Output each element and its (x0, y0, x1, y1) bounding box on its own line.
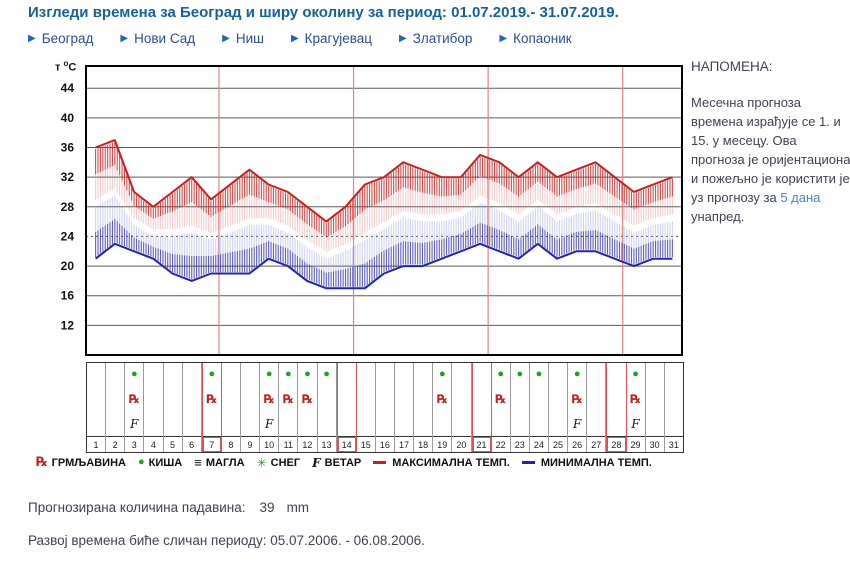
slot-rain (395, 363, 413, 385)
slot-rain (164, 363, 182, 385)
legend-item-МАКСИМАЛНА ТЕМП. (373, 457, 510, 469)
slot-thunder (376, 385, 394, 412)
slot-thunder (279, 385, 297, 412)
y-tick-label-44: 44 (60, 81, 74, 96)
day-column-11 (279, 363, 298, 452)
day-number: 8 (222, 436, 240, 452)
nav-arrow-icon: ▶ (290, 32, 299, 44)
slot-rain (452, 363, 470, 385)
day-number: 4 (144, 436, 162, 452)
slot-thunder (530, 385, 548, 412)
slot-wind (318, 412, 336, 436)
day-number: 31 (665, 436, 683, 452)
rain-icon: ● (304, 367, 311, 380)
day-icon-area (549, 363, 567, 436)
slot-rain (492, 363, 510, 385)
slot-rain (646, 363, 664, 385)
rain-icon: ● (516, 367, 524, 380)
day-column-21 (472, 363, 492, 452)
day-icon-area (376, 363, 394, 436)
day-column-16 (376, 363, 395, 452)
nav-city-Крагујевац[interactable] (291, 31, 372, 46)
similar-period-value: 05.07.2006. - 06.08.2006. (270, 533, 425, 548)
legend-label: СНЕГ (270, 456, 301, 469)
day-number: 15 (357, 436, 375, 452)
day-number: 9 (241, 436, 259, 452)
legend-item-ВЕТАР (312, 457, 361, 469)
y-tick-label-24: 24 (60, 229, 74, 244)
thunderstorm-icon: ℞ (630, 391, 641, 406)
day-icon-area (318, 363, 336, 436)
precipitation-label: Прогнозирана количина падавина: (28, 500, 246, 515)
nav-arrow-icon: ▶ (120, 32, 129, 44)
nav-city-Златибор[interactable] (399, 31, 472, 46)
slot-wind (587, 412, 605, 436)
slot-thunder (298, 385, 316, 412)
day-icon-area (203, 363, 221, 436)
slot-wind (511, 412, 529, 436)
day-icon-area (473, 363, 491, 436)
slot-wind (279, 412, 297, 436)
day-icon-area (298, 363, 316, 436)
legend-label: ВЕТАР (324, 456, 362, 469)
legend-item-ГРМЉАВИНА (36, 456, 126, 469)
day-column-13 (318, 363, 337, 452)
thunderstorm-icon: ℞ (302, 391, 313, 406)
day-column-1 (87, 363, 106, 452)
wind-icon: F (130, 417, 139, 431)
rain-icon: ● (284, 367, 292, 380)
slot-thunder (241, 385, 259, 412)
day-strip (86, 362, 684, 453)
day-icon-area (106, 363, 124, 436)
day-icon-area (125, 363, 143, 436)
slot-rain (279, 363, 297, 385)
nav-city-label: Београд (41, 31, 94, 46)
slot-wind (376, 412, 394, 436)
slot-wind (395, 412, 413, 436)
slot-wind (87, 412, 105, 436)
slot-rain (665, 363, 683, 385)
thunderstorm-icon: ℞ (495, 391, 507, 406)
day-column-8 (222, 363, 241, 452)
day-column-6 (183, 363, 202, 452)
day-column-29 (627, 363, 646, 452)
chart-legend (36, 456, 652, 469)
day-column-3 (125, 363, 144, 452)
thunderstorm-icon: ℞ (206, 391, 218, 406)
slot-wind (241, 412, 259, 436)
day-icon-area (607, 363, 625, 436)
legend-item-МАГЛА (194, 456, 244, 469)
day-icon-area (587, 363, 605, 436)
day-number: 28 (607, 436, 625, 452)
day-number: 27 (587, 436, 605, 452)
day-number: 7 (203, 436, 221, 452)
slot-rain (260, 363, 278, 385)
day-icon-area (511, 363, 529, 436)
y-tick-label-36: 36 (60, 140, 74, 155)
fog-icon: ≡ (194, 455, 202, 470)
thunder-icon: ℞ (36, 455, 48, 470)
day-icon-area (338, 363, 356, 436)
five-days-forecast-link[interactable]: 5 дана (780, 190, 821, 205)
legend-item-КИША (138, 457, 182, 469)
slot-thunder (395, 385, 413, 412)
day-number: 19 (433, 436, 451, 452)
slot-wind (492, 412, 510, 436)
slot-wind (473, 412, 491, 436)
slot-wind (338, 412, 356, 436)
day-icon-area (627, 363, 645, 436)
day-column-27 (587, 363, 606, 452)
day-number: 26 (568, 436, 586, 452)
day-column-4 (144, 363, 163, 452)
legend-line-swatch (373, 461, 386, 464)
day-icon-area (279, 363, 297, 436)
slot-wind (164, 412, 182, 436)
slot-wind (568, 412, 586, 436)
rain-icon: ● (130, 367, 138, 380)
slot-wind (627, 412, 645, 436)
slot-wind (357, 412, 375, 436)
day-icon-area (530, 363, 548, 436)
rain-icon: ● (438, 367, 446, 380)
note-panel (691, 59, 850, 226)
thunderstorm-icon: ℞ (263, 391, 275, 406)
day-column-23 (511, 363, 530, 452)
day-column-17 (395, 363, 414, 452)
day-number: 20 (452, 436, 470, 452)
day-column-18 (414, 363, 433, 452)
slot-rain (203, 363, 221, 385)
nav-city-label: Ниш (235, 31, 264, 46)
slot-thunder (452, 385, 470, 412)
slot-rain (183, 363, 201, 385)
day-column-7 (202, 363, 222, 452)
day-column-28 (606, 363, 626, 452)
slot-rain (144, 363, 162, 385)
y-axis-label: т $^о$C (55, 59, 77, 74)
slot-thunder (183, 385, 201, 412)
slot-thunder (511, 385, 529, 412)
day-number: 6 (183, 436, 201, 452)
temperature-chart-svg (28, 58, 686, 358)
slot-wind (260, 412, 278, 436)
day-number: 23 (511, 436, 529, 452)
slot-wind (433, 412, 451, 436)
nav-city-Нови Сад[interactable] (120, 31, 195, 46)
snow-icon: ✳ (256, 455, 267, 470)
day-number: 17 (395, 436, 413, 452)
y-tick-label-16: 16 (60, 288, 74, 303)
slot-thunder (646, 385, 664, 412)
slot-rain (241, 363, 259, 385)
day-number: 14 (338, 436, 356, 452)
y-tick-label-32: 32 (60, 170, 74, 185)
nav-arrow-icon: ▶ (499, 32, 508, 44)
y-tick-label-12: 12 (60, 318, 74, 333)
day-number: 3 (125, 436, 143, 452)
day-icon-area (183, 363, 201, 436)
y-tick-label-28: 28 (60, 199, 74, 214)
legend-label: ГРМЉАВИНА (51, 456, 126, 469)
day-icon-area (492, 363, 510, 436)
note-body: Месечна прогноза времена израђује се 1. и 15. у месецу. Ова прогноза је оријентациона и пожељно је користити је уз прогнозу за 5 дана унапред. (691, 95, 850, 224)
chart-background (28, 58, 686, 358)
day-number: 24 (530, 436, 548, 452)
slot-thunder (203, 385, 221, 412)
day-number: 22 (492, 436, 510, 452)
day-number: 25 (549, 436, 567, 452)
wind-icon: F (312, 455, 321, 470)
day-column-24 (530, 363, 549, 452)
legend-item-СНЕГ (257, 457, 301, 469)
day-icon-area (357, 363, 375, 436)
wind-icon: F (573, 417, 582, 431)
slot-rain (338, 363, 356, 385)
day-icon-area (452, 363, 470, 436)
day-column-20 (452, 363, 471, 452)
slot-rain (87, 363, 105, 385)
slot-thunder (568, 385, 586, 412)
slot-wind (125, 412, 143, 436)
slot-rain (607, 363, 625, 385)
day-number: 5 (164, 436, 182, 452)
precipitation-unit: mm (286, 500, 310, 515)
nav-city-label: Нови Сад (134, 31, 196, 46)
slot-thunder (414, 385, 432, 412)
slot-wind (607, 412, 625, 436)
slot-wind (203, 412, 221, 436)
day-number: 2 (106, 436, 124, 452)
similar-period-line (28, 533, 425, 548)
nav-city-Ниш[interactable] (222, 31, 264, 46)
day-column-2 (106, 363, 125, 452)
slot-rain (511, 363, 529, 385)
day-number: 11 (279, 436, 297, 452)
legend-label: КИША (148, 456, 183, 469)
slot-rain (106, 363, 124, 385)
slot-rain (376, 363, 394, 385)
slot-wind (183, 412, 201, 436)
slot-wind (106, 412, 124, 436)
wind-icon: F (265, 417, 274, 431)
precipitation-value: 39 (259, 500, 275, 515)
legend-line-swatch (522, 461, 535, 464)
legend-label: МИНИМАЛНА ТЕМП. (540, 456, 652, 469)
slot-rain (125, 363, 143, 385)
slot-rain (473, 363, 491, 385)
slot-wind (144, 412, 162, 436)
y-tick-label-40: 40 (60, 110, 74, 125)
slot-wind (530, 412, 548, 436)
slot-rain (222, 363, 240, 385)
day-column-5 (164, 363, 183, 452)
page-title: Изгледи времена за Београд и ширу околину за период: 01.07.2019.- 31.07.2019. (28, 4, 619, 21)
rain-icon: ● (573, 367, 581, 380)
rain-icon: ● (208, 367, 216, 380)
day-number: 16 (376, 436, 394, 452)
day-icon-area (433, 363, 451, 436)
slot-wind (222, 412, 240, 436)
slot-rain (414, 363, 432, 385)
slot-wind (665, 412, 683, 436)
slot-thunder (549, 385, 567, 412)
day-icon-area (646, 363, 664, 436)
day-icon-area (144, 363, 162, 436)
day-number: 13 (318, 436, 336, 452)
slot-rain (530, 363, 548, 385)
slot-wind (549, 412, 567, 436)
slot-thunder (473, 385, 491, 412)
day-icon-area (568, 363, 586, 436)
slot-rain (318, 363, 336, 385)
slot-wind (298, 412, 316, 436)
slot-thunder (665, 385, 683, 412)
nav-arrow-icon: ▶ (222, 32, 230, 44)
day-column-31 (665, 363, 683, 452)
day-column-10 (260, 363, 279, 452)
slot-thunder (125, 385, 143, 412)
slot-rain (627, 363, 645, 385)
slot-rain (433, 363, 451, 385)
city-nav (28, 31, 572, 46)
rain-icon: ● (137, 456, 145, 468)
slot-thunder (144, 385, 162, 412)
slot-thunder (627, 385, 645, 412)
thunderstorm-icon: ℞ (436, 391, 448, 406)
temperature-chart (28, 58, 686, 358)
slot-wind (646, 412, 664, 436)
rain-icon: ● (632, 367, 639, 380)
day-column-26 (568, 363, 587, 452)
day-number: 30 (646, 436, 664, 452)
nav-arrow-icon: ▶ (398, 32, 407, 44)
thunderstorm-icon: ℞ (282, 391, 294, 406)
slot-rain (357, 363, 375, 385)
day-number: 29 (627, 436, 645, 452)
day-number: 1 (87, 436, 105, 452)
nav-city-label: Златибор (412, 31, 473, 46)
thunderstorm-icon: ℞ (128, 391, 140, 406)
day-column-9 (241, 363, 260, 452)
day-icon-area (241, 363, 259, 436)
day-number: 10 (260, 436, 278, 452)
slot-thunder (222, 385, 240, 412)
day-number: 18 (414, 436, 432, 452)
legend-label: МАКСИМАЛНА ТЕМП. (392, 456, 510, 469)
day-icon-area (414, 363, 432, 436)
thunderstorm-icon: ℞ (571, 391, 583, 406)
day-icon-area (222, 363, 240, 436)
slot-thunder (87, 385, 105, 412)
slot-thunder (607, 385, 625, 412)
day-column-22 (492, 363, 511, 452)
day-column-12 (298, 363, 317, 452)
day-icon-area (260, 363, 278, 436)
day-column-19 (433, 363, 452, 452)
nav-city-Београд[interactable] (28, 31, 93, 46)
nav-arrow-icon: ▶ (28, 32, 36, 44)
day-icon-area (87, 363, 105, 436)
day-column-15 (357, 363, 376, 452)
slot-thunder (357, 385, 375, 412)
slot-thunder (338, 385, 356, 412)
nav-city-label: Копаоник (513, 31, 572, 46)
legend-item-МИНИМАЛНА ТЕМП. (522, 457, 652, 469)
slot-thunder (587, 385, 605, 412)
slot-thunder (492, 385, 510, 412)
rain-icon: ● (265, 367, 273, 380)
y-tick-label-20: 20 (60, 259, 74, 274)
slot-thunder (433, 385, 451, 412)
rain-icon: ● (323, 367, 330, 380)
day-icon-area (665, 363, 683, 436)
slot-rain (298, 363, 316, 385)
slot-rain (549, 363, 567, 385)
day-icon-area (395, 363, 413, 436)
slot-wind (414, 412, 432, 436)
day-column-30 (646, 363, 665, 452)
day-icon-area (164, 363, 182, 436)
slot-thunder (106, 385, 124, 412)
note-heading: НАПОМЕНА: (691, 59, 773, 74)
rain-icon: ● (535, 367, 543, 380)
precipitation-line (28, 500, 309, 515)
slot-thunder (318, 385, 336, 412)
slot-rain (568, 363, 586, 385)
slot-rain (587, 363, 605, 385)
day-number: 21 (473, 436, 491, 452)
day-column-25 (549, 363, 568, 452)
similar-period-label: Развој времена биће сличан периоду: (28, 533, 267, 548)
wind-icon: F (631, 417, 640, 431)
rain-icon: ● (497, 367, 505, 380)
slot-thunder (164, 385, 182, 412)
nav-city-Копаоник[interactable] (499, 31, 571, 46)
day-number: 12 (298, 436, 316, 452)
slot-thunder (260, 385, 278, 412)
slot-wind (452, 412, 470, 436)
legend-label: МАГЛА (205, 456, 245, 469)
day-column-14 (337, 363, 357, 452)
nav-city-label: Крагујевац (304, 31, 372, 46)
